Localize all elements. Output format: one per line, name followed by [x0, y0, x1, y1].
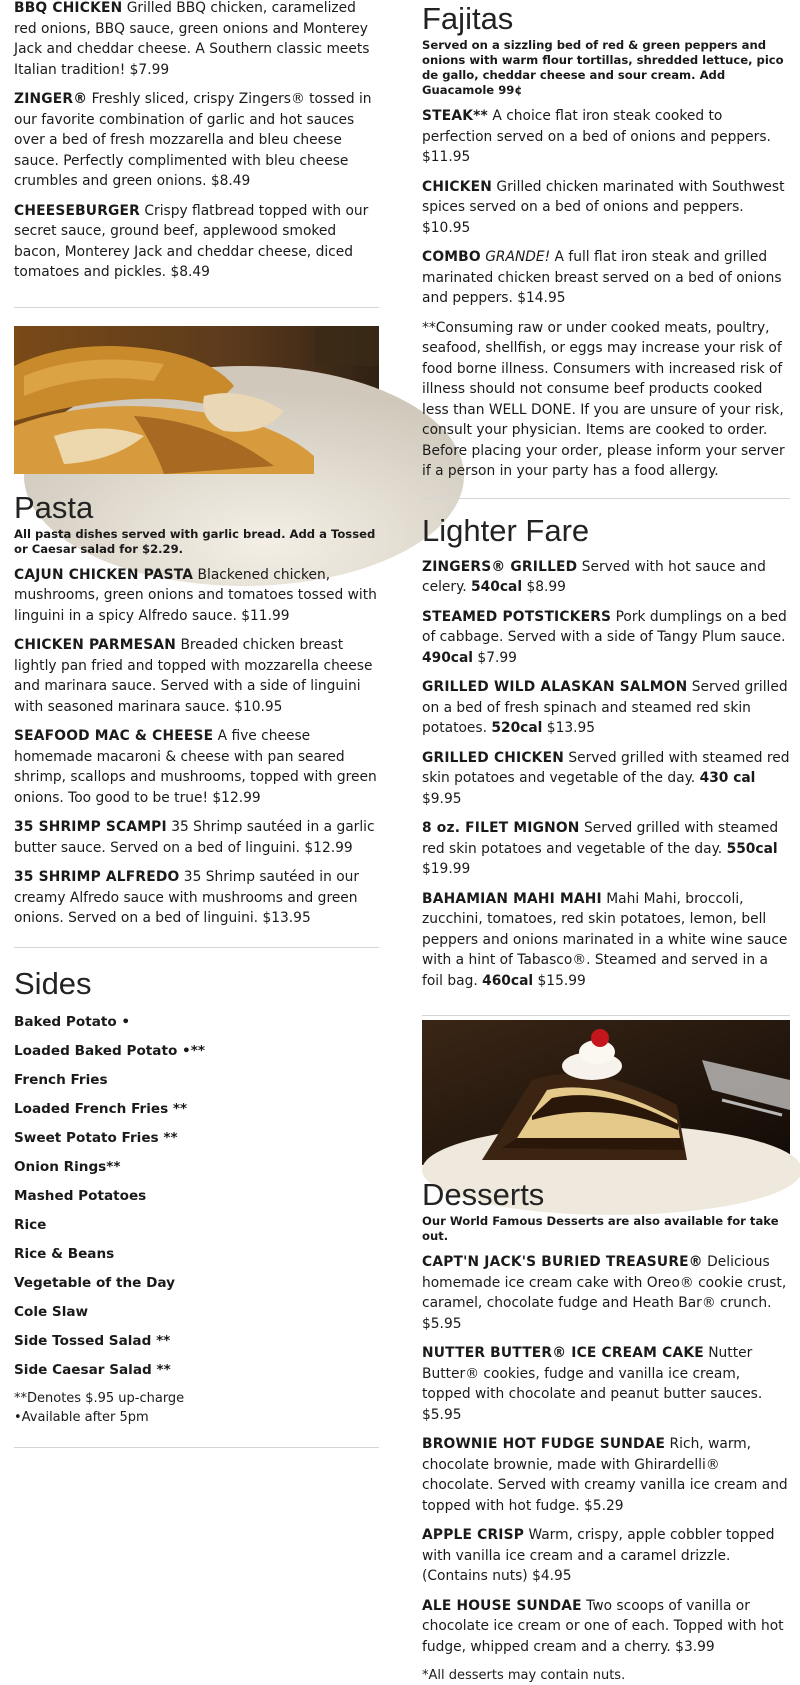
section-divider	[14, 1447, 379, 1448]
side-item: Side Caesar Salad **	[14, 1361, 171, 1378]
menu-item: ZINGER® Freshly sliced, crispy Zingers® tossed in our favorite combination of garlic and hot sauces over a bed of fresh mozzarella and bleu cheese sauce. Perfectly complimented with bleu cheese crumbles and green onions. $8.49	[14, 91, 372, 189]
section-divider	[14, 307, 379, 308]
pasta-photo	[14, 326, 379, 474]
section-title-desserts: Desserts	[422, 1177, 545, 1212]
flatbread-items	[14, 0, 379, 283]
side-item: Cole Slaw	[14, 1303, 89, 1320]
desserts-note: *All desserts may contain nuts.	[422, 1668, 626, 1683]
menu-item: GRILLED CHICKEN Served grilled with steamed red skin potatoes and vegetable of the day. 430 cal $9.95	[422, 749, 790, 807]
menu-item: CAJUN CHICKEN PASTA Blackened chicken, mushrooms, green onions and tomatoes tossed with linguini in a spicy Alfredo sauce. $11.99	[14, 566, 377, 624]
right-column	[422, 0, 790, 1685]
sides-note: •Available after 5pm	[14, 1409, 149, 1425]
dessert-photo	[422, 1020, 790, 1165]
section-subtitle: Served on a sizzling bed of red & green peppers and onions with warm flour tortillas, shredded lettuce, pico de gallo, cheddar cheese and sour cream. Add Guacamole 99¢	[422, 38, 784, 97]
side-item: Mashed Potatoes	[14, 1187, 147, 1204]
menu-item: CAPT'N JACK'S BURIED TREASURE® Delicious homemade ice cream cake with Oreo® cookie crust, caramel, chocolate fudge and Heath Bar® crunch. $5.95	[422, 1254, 787, 1332]
menu-item: ALE HOUSE SUNDAE Two scoops of vanilla or chocolate ice cream or one of each. Topped with hot fudge, whipped cream and a cherry. $3.99	[422, 1597, 784, 1655]
side-item: Rice & Beans	[14, 1245, 115, 1262]
menu-item: BROWNIE HOT FUDGE SUNDAE Rich, warm, chocolate brownie, made with Ghirardelli® chocolate. Served with creamy vanilla ice cream and topped with hot fudge. $5.29	[422, 1436, 788, 1514]
menu-item: BBQ CHICKEN Grilled BBQ chicken, caramelized red onions, BBQ sauce, green onions and Monterey Jack and cheddar cheese. A Southern classic meets Italian tradition! $7.99	[14, 0, 370, 78]
menu-item: STEAMED POTSTICKERS Pork dumplings on a bed of cabbage. Served with a side of Tangy Plum sauce. 490cal $7.99	[422, 608, 787, 666]
menu-item: 35 SHRIMP SCAMPI 35 Shrimp sautéed in a garlic butter sauce. Served on a bed of linguini. $12.99	[14, 819, 375, 856]
side-item: Vegetable of the Day	[14, 1274, 175, 1291]
menu-item: COMBO GRANDE! A full flat iron steak and grilled marinated chicken breast served on a bed of onions and peppers. $14.95	[422, 249, 782, 306]
side-item: Loaded Baked Potato •**	[14, 1042, 205, 1059]
section-divider	[14, 947, 379, 948]
menu-item: APPLE CRISP Warm, crispy, apple cobbler topped with vanilla ice cream and a caramel drizzle. (Contains nuts) $4.95	[422, 1527, 775, 1584]
section-title-fajitas: Fajitas	[422, 1, 514, 36]
menu-item: SEAFOOD MAC & CHEESE A five cheese homemade macaroni & cheese with pan seared shrimp, scallops and mushrooms, topped with green onions. Too good to be true! $12.99	[14, 728, 377, 806]
side-item: French Fries	[14, 1071, 108, 1088]
side-item: Baked Potato •	[14, 1013, 131, 1030]
allergy-warning: **Consuming raw or under cooked meats, poultry, seafood, shellfish, or eggs may increase your risk of food borne illness. Consumers with increased risk of illness should not consume beef products cooked less than WELL DONE. If you are unsure of your risk, consult your physician. Items are cooked to order. Before placing your order, please inform your server if a person in your party has a food allergy.	[422, 319, 785, 479]
side-item: Rice	[14, 1216, 47, 1233]
menu-item: CHICKEN PARMESAN Breaded chicken breast lightly pan fried and topped with mozzarella cheese and marinara sauce. Served with a side of linguini with seasoned marinara sauce. $10.95	[14, 637, 373, 715]
left-column	[14, 0, 379, 1448]
menu-item: ZINGERS® GRILLED Served with hot sauce and celery. 540cal $8.99	[422, 558, 766, 595]
side-item: Loaded French Fries **	[14, 1100, 188, 1117]
side-item: Sweet Potato Fries **	[14, 1129, 178, 1146]
menu-item: BAHAMIAN MAHI MAHI Mahi Mahi, broccoli, zucchini, tomatoes, red skin potatoes, lemon, bell peppers and onions marinated in a white wine sauce with a hint of Tabasco®. Steamed and served in a foil bag. 460cal $15.99	[422, 890, 788, 989]
sides-note: **Denotes $.95 up-charge	[14, 1390, 185, 1406]
section-divider	[422, 1015, 790, 1016]
section-title-lighter-fare: Lighter Fare	[422, 512, 590, 548]
menu-item: 35 SHRIMP ALFREDO 35 Shrimp sautéed in our creamy Alfredo sauce with mushrooms and green onions. Served on a bed of linguini. $13.95	[14, 869, 360, 926]
section-subtitle: All pasta dishes served with garlic bread. Add a Tossed or Caesar salad for $2.29.	[14, 526, 376, 556]
menu-item: CHEESEBURGER Crispy flatbread topped with our secret sauce, ground beef, applewood smoked bacon, Monterey Jack and cheddar cheese, diced tomatoes and pickles. $8.49	[14, 202, 369, 280]
side-item: Side Tossed Salad **	[14, 1332, 171, 1349]
section-divider	[422, 498, 790, 499]
menu-item: GRILLED WILD ALASKAN SALMON Served grilled on a bed of fresh spinach and steamed red skin potatoes. 520cal $13.95	[422, 679, 788, 736]
section-title-sides: Sides	[14, 965, 92, 1001]
section-subtitle: Our World Famous Desserts are also available for take out.	[422, 1214, 779, 1243]
side-item: Onion Rings**	[14, 1158, 121, 1175]
menu-item: STEAK** A choice flat iron steak cooked to perfection served on a bed of onions and peppers. $11.95	[422, 108, 771, 165]
menu-item: CHICKEN Grilled chicken marinated with Southwest spices served on a bed of onions and peppers. $10.95	[422, 178, 785, 236]
menu-item: NUTTER BUTTER® ICE CREAM CAKE Nutter Butter® cookies, fudge and vanilla ice cream, topped with chocolate and peanut butter sauces. $5.95	[422, 1345, 763, 1423]
menu-item: 8 oz. FILET MIGNON Served grilled with steamed red skin potatoes and vegetable of the day. 550cal $19.99	[422, 820, 779, 877]
section-title-pasta: Pasta	[14, 489, 94, 525]
